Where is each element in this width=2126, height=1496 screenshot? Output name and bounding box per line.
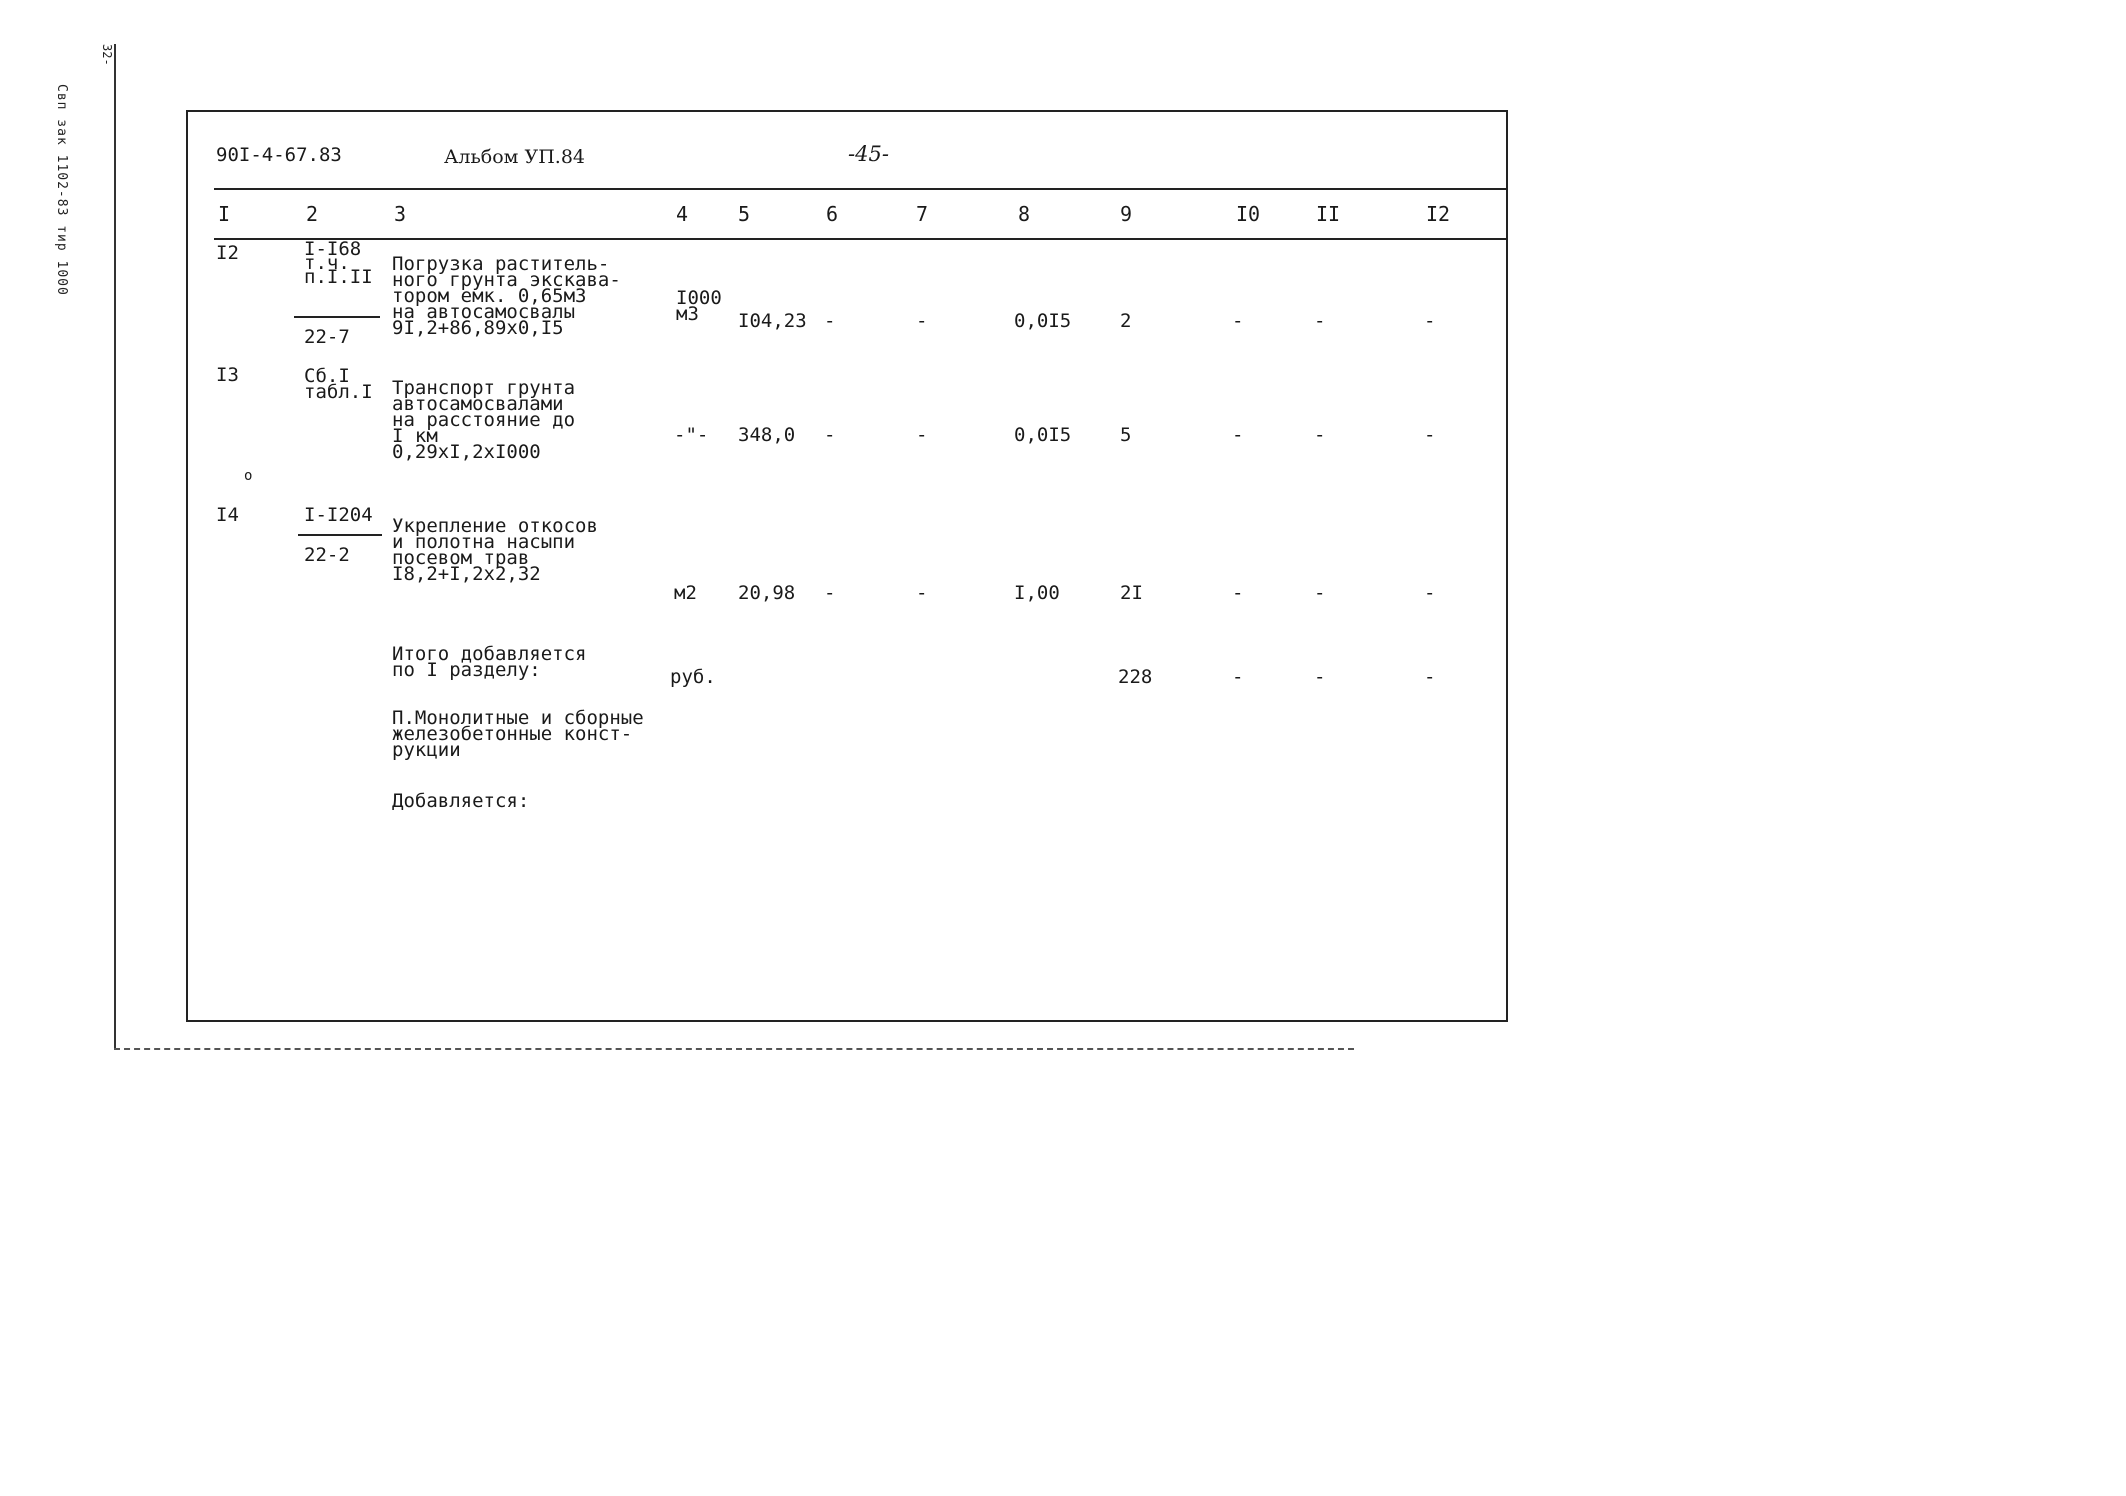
total-col9: 228 bbox=[1118, 666, 1153, 688]
column-header-5: 5 bbox=[738, 202, 751, 226]
header-bottom-rule bbox=[214, 238, 1508, 240]
document-code: 90I-4-67.83 bbox=[216, 144, 342, 166]
row-col7: - bbox=[916, 310, 928, 332]
row-col10: - bbox=[1232, 424, 1244, 446]
row-reference-bottom: 22-7 bbox=[304, 326, 350, 348]
row-description: Погрузка раститель- ного грунта экскава- тором емк. 0,65м3 на автосамосвалы 9I,2+86,89х0,I5 bbox=[392, 253, 621, 339]
row-col9: 2 bbox=[1120, 310, 1132, 332]
row-col12: - bbox=[1424, 310, 1436, 332]
print-order-note: Свп зак 1102-83 тир 1000 bbox=[54, 84, 69, 296]
row-number: I3 bbox=[216, 364, 239, 386]
section-title: П.Монолитные и сборные железобетонные конст- рукции bbox=[392, 707, 644, 761]
row-col10: - bbox=[1232, 582, 1244, 604]
column-header-4: 4 bbox=[676, 202, 689, 226]
column-header-11: II bbox=[1316, 202, 1341, 226]
total-col11: - bbox=[1314, 666, 1326, 688]
page-number: -45- bbox=[848, 142, 889, 166]
reference-fraction-line bbox=[298, 534, 382, 536]
column-header-12: I2 bbox=[1426, 202, 1451, 226]
column-header-10: I0 bbox=[1236, 202, 1261, 226]
row-col8: 0,0I5 bbox=[1014, 424, 1072, 446]
section-added-label: Добавляется: bbox=[392, 790, 530, 812]
row-description: Укрепление откосов и полотна насыпи посевом трав I8,2+I,2х2,32 bbox=[392, 515, 598, 585]
column-header-6: 6 bbox=[826, 202, 839, 226]
stray-mark: o bbox=[244, 468, 253, 484]
row-col7: - bbox=[916, 424, 928, 446]
column-header-2: 2 bbox=[306, 202, 319, 226]
binding-edge-line bbox=[114, 44, 116, 1050]
row-col5: 20,98 bbox=[738, 582, 796, 604]
album-label: Альбом УП.84 bbox=[444, 146, 586, 168]
row-col8: 0,0I5 bbox=[1014, 310, 1072, 332]
row-col11: - bbox=[1314, 582, 1326, 604]
row-col12: - bbox=[1424, 424, 1436, 446]
reference-fraction-line bbox=[294, 316, 380, 318]
row-col11: - bbox=[1314, 310, 1326, 332]
corner-mark: 32- bbox=[100, 44, 114, 66]
row-unit: м2 bbox=[674, 582, 697, 604]
row-col10: - bbox=[1232, 310, 1244, 332]
total-col12: - bbox=[1424, 666, 1436, 688]
column-header-9: 9 bbox=[1120, 202, 1133, 226]
row-description: Транспорт грунта автосамосвалами на расстояние до I км 0,29хI,2хI000 bbox=[392, 377, 576, 463]
row-col5: 348,0 bbox=[738, 424, 796, 446]
row-number: I4 bbox=[216, 504, 239, 526]
row-unit: -"- bbox=[674, 424, 709, 446]
total-col10: - bbox=[1232, 666, 1244, 688]
total-label: Итого добавляется по I разделу: bbox=[392, 643, 587, 681]
row-col9: 5 bbox=[1120, 424, 1132, 446]
row-col7: - bbox=[916, 582, 928, 604]
bottom-edge-line bbox=[114, 1048, 1354, 1050]
column-header-8: 8 bbox=[1018, 202, 1031, 226]
row-reference-bottom: 22-2 bbox=[304, 544, 350, 566]
row-reference-top: Сб.I табл.I bbox=[304, 365, 373, 403]
page-frame bbox=[186, 110, 1508, 1022]
row-reference-top: I-I204 bbox=[304, 504, 373, 526]
row-col8: I,00 bbox=[1014, 582, 1060, 604]
row-col9: 2I bbox=[1120, 582, 1143, 604]
total-unit: руб. bbox=[670, 666, 716, 688]
column-header-3: 3 bbox=[394, 202, 407, 226]
column-header-7: 7 bbox=[916, 202, 929, 226]
row-col12: - bbox=[1424, 582, 1436, 604]
row-col6: - bbox=[824, 310, 836, 332]
header-top-rule bbox=[214, 188, 1508, 190]
row-unit: I000 м3 bbox=[676, 287, 722, 325]
row-col5: I04,23 bbox=[738, 310, 807, 332]
row-col11: - bbox=[1314, 424, 1326, 446]
column-header-1: I bbox=[218, 202, 231, 226]
row-reference-top: I-I68 т.ч. п.I.II bbox=[304, 238, 373, 288]
row-number: I2 bbox=[216, 242, 239, 264]
row-col6: - bbox=[824, 582, 836, 604]
row-col6: - bbox=[824, 424, 836, 446]
